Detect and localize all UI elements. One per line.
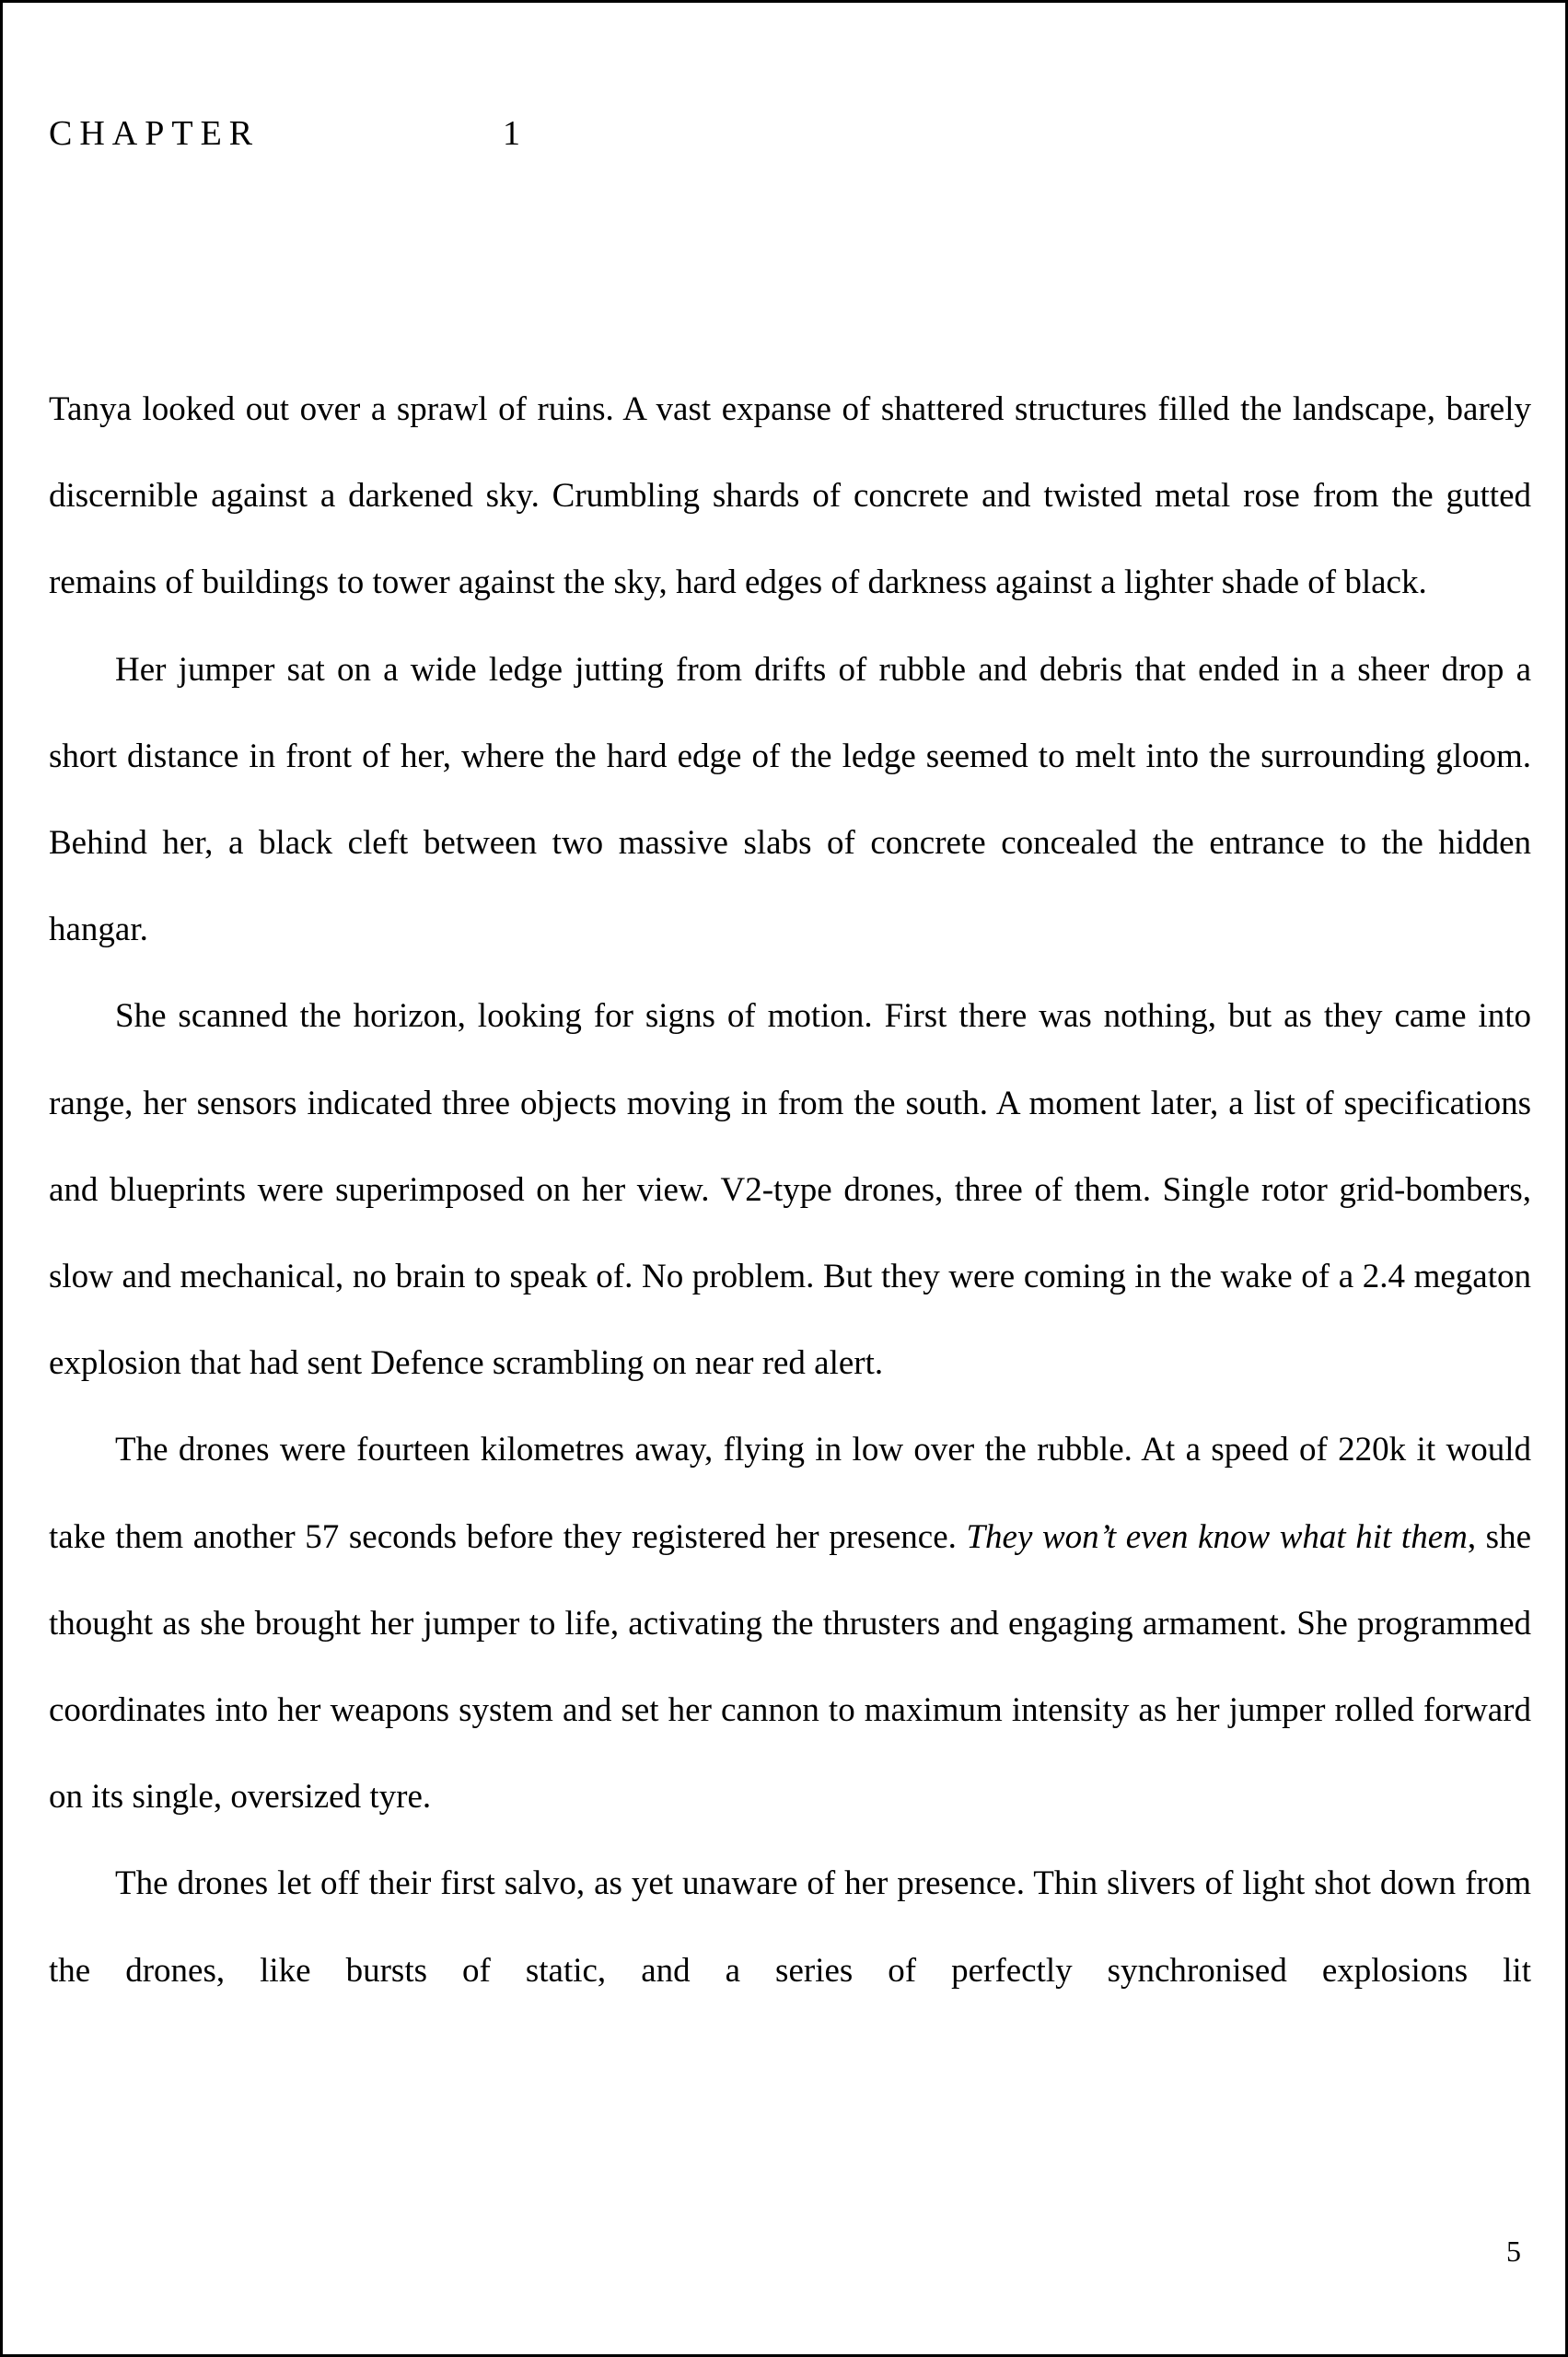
chapter-heading	[49, 106, 520, 161]
paragraph-4	[49, 1407, 1531, 1840]
paragraph-text: Tanya looked out over a sprawl of ruins. A vast expanse of shattered structures filled the landscape, barely discernible against a darkened sky. Crumbling shards of concrete and twisted metal rose from the gutted remains of buildings to tower against the sky, hard edges of darkness against a lighter shade of black.	[49, 390, 1531, 602]
chapter-body	[49, 366, 1531, 2014]
chapter-number: 1	[503, 114, 520, 153]
paragraph-3	[49, 973, 1531, 1407]
chapter-label: CHAPTER	[49, 114, 261, 153]
paragraph-text: The drones let off their first salvo, as yet unaware of her presence. Thin slivers of light shot down from the drones, like bursts of static, and a series of perfectly synchronised explosions lit	[49, 1864, 1531, 1990]
paragraph-text: , she thought as she brought her jumper to life, activating the thrusters and engaging armament. She programmed coordinates into her weapons system and set her cannon to maximum intensity as her jumper rolled forward on its single, oversized tyre.	[49, 1517, 1531, 1817]
paragraph-1	[49, 366, 1531, 627]
paragraph-5	[49, 1840, 1531, 2014]
paragraph-2	[49, 627, 1531, 974]
page-number: 5	[1506, 2235, 1521, 2268]
italic-thought-text: They won’t even know what hit them	[966, 1517, 1468, 1556]
paragraph-text: Her jumper sat on a wide ledge jutting from drifts of rubble and debris that ended in a sheer drop a short distance in front of her, where the hard edge of the ledge seemed to melt into the surrounding gloom. Behind her, a black cleft between two massive slabs of concrete concealed the entrance to the hidden hangar.	[49, 650, 1531, 949]
paragraph-text: She scanned the horizon, looking for signs of motion. First there was nothing, but as they came into range, her sensors indicated three objects moving in from the south. A moment later, a list of specifications and blueprints were superimposed on her view. V2-type drones, three of them. Single rotor grid-bombers, slow and mechanical, no brain to speak of. No problem. But they were coming in the wake of a 2.4 megaton explosion that had sent Defence scrambling on near red alert.	[49, 997, 1531, 1383]
paragraph-text: The drones were fourteen kilometres away, flying in low over the rubble. At a speed of 220k it would take them another 57 seconds before they registered her presence.	[49, 1431, 1531, 1556]
